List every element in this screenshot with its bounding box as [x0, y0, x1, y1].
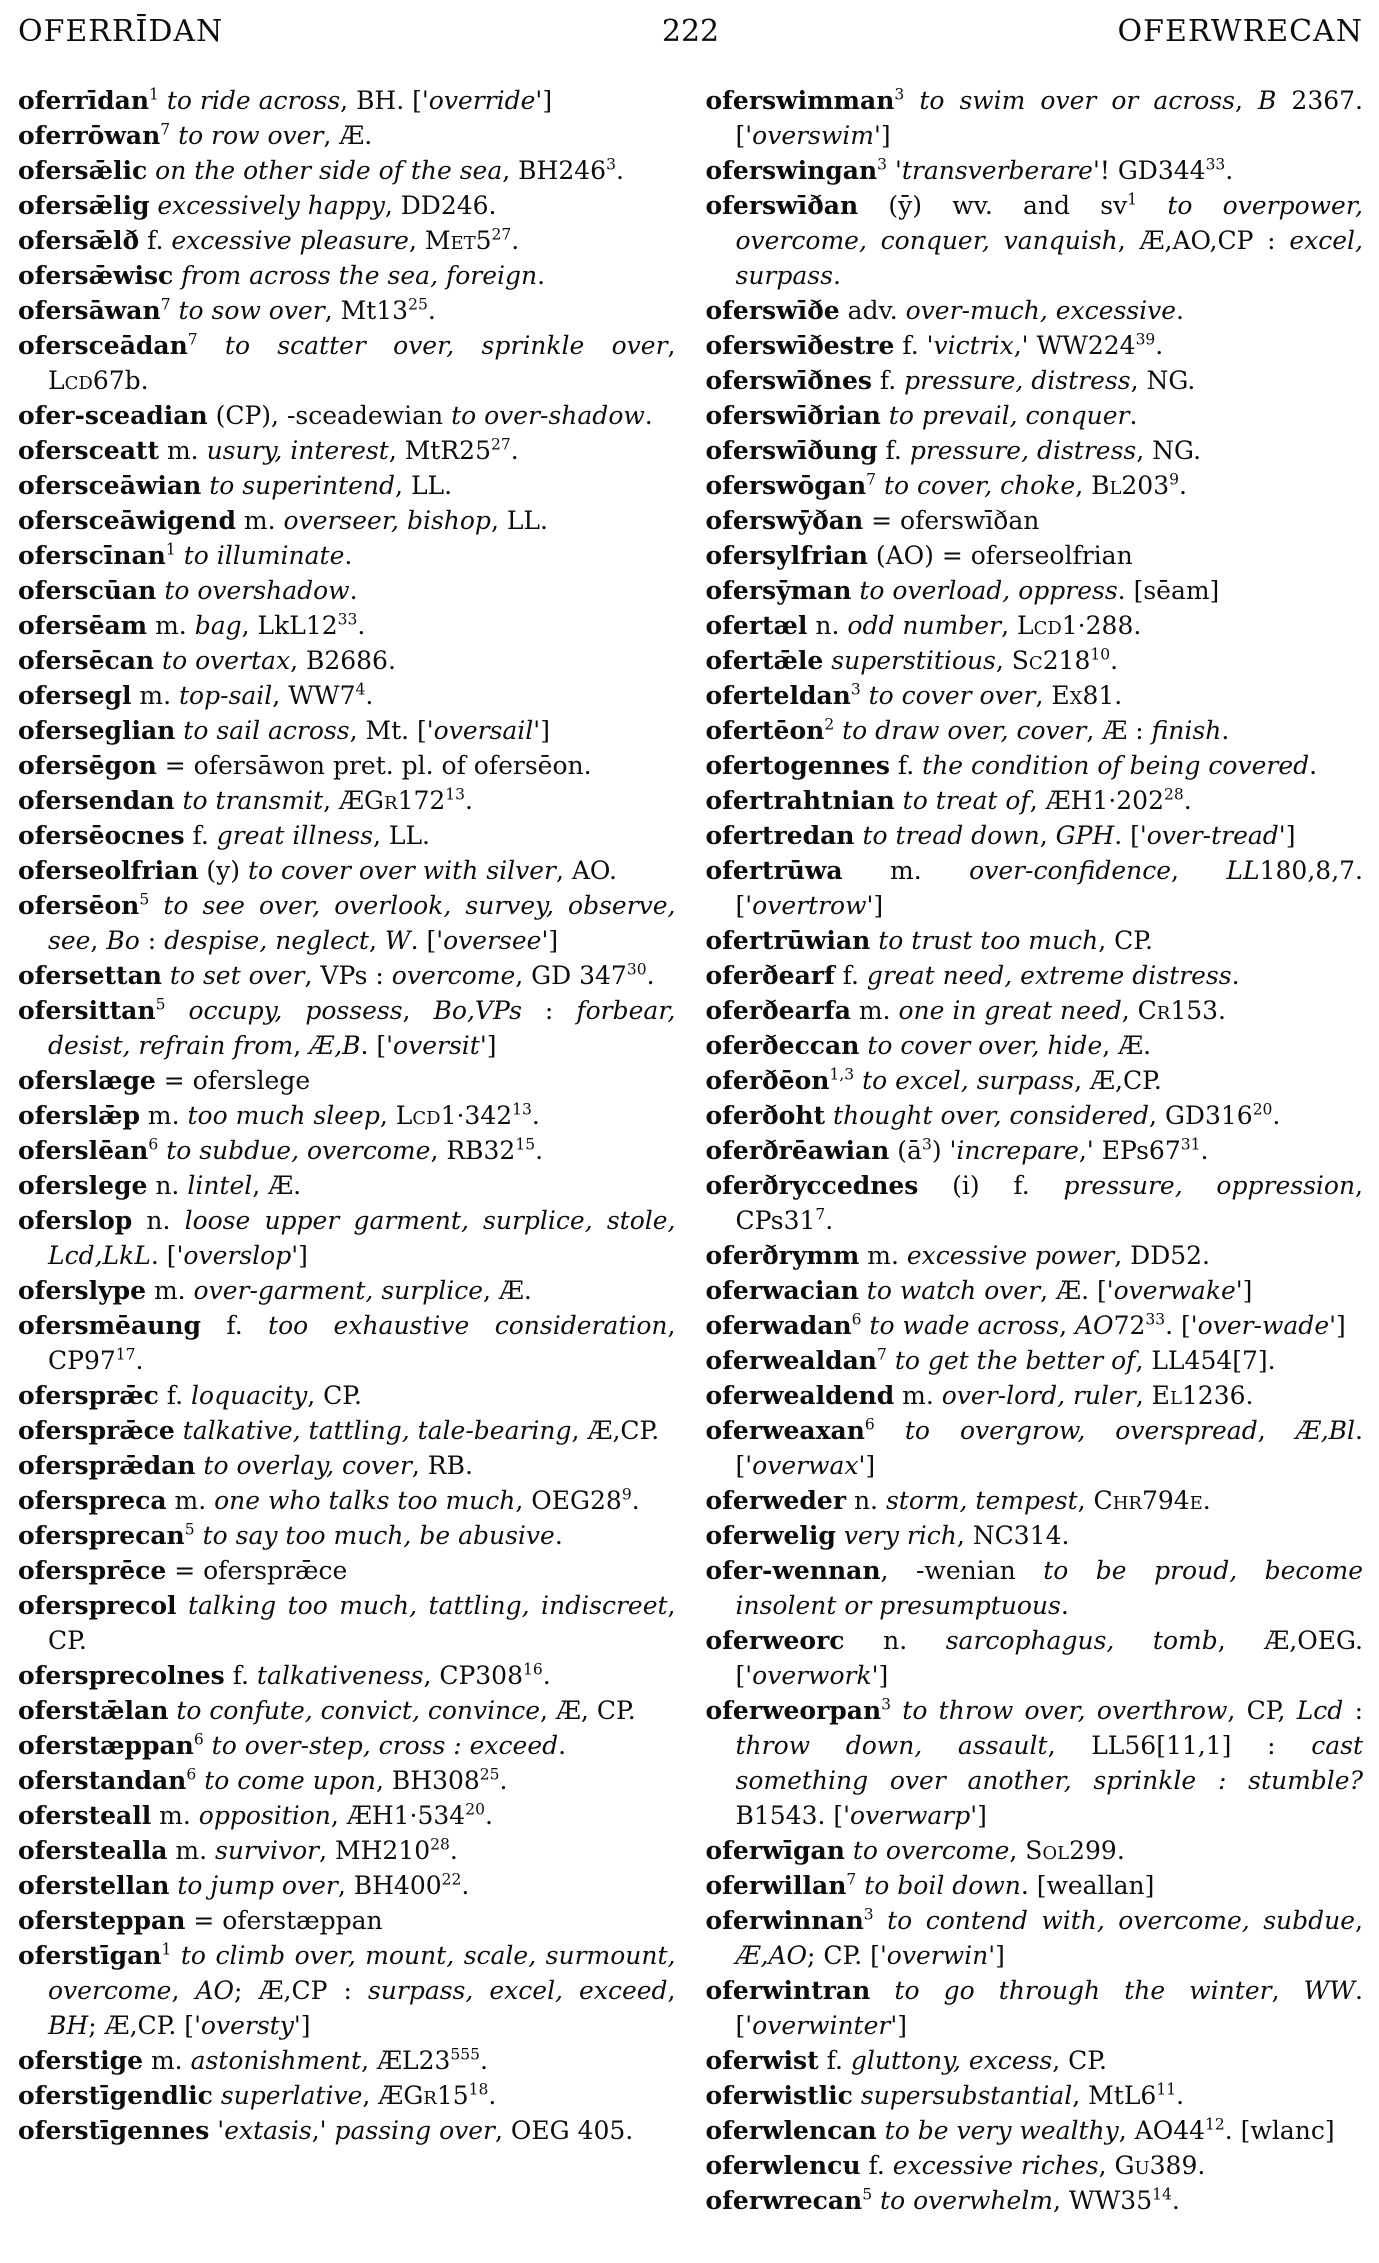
dictionary-entry: oferwlencan to be very wealthy, $AO44^{12}$. [wlanc]	[705, 2115, 1335, 2145]
dictionary-entry: oferwrecan$^5$ to overwhelm, $WW35^{14}$.	[705, 2185, 1180, 2215]
dictionary-entry: oferslege n. lintel, Æ.	[18, 1171, 302, 1200]
dictionary-entry: oferrōwan$^7$ to row over, Æ.	[18, 120, 373, 150]
dictionary-entry: ofersǣwisc from across the sea, foreign.	[18, 261, 546, 290]
dictionary-entry: oferwistlic supersubstantial, $MtL6^{11}$.	[705, 2080, 1185, 2110]
dictionary-entry: ofersēon$^5$ to see over, overlook, survey, observe, see, Bo : despise, neglect, W. ['oversee']	[18, 890, 676, 955]
dictionary-entry: ofersceāwian to superintend, LL.	[18, 471, 453, 500]
dictionary-entry: ofertæl n. odd number, Lcd1·288.	[705, 611, 1142, 640]
dictionary-entry: oferðrymm m. excessive power, DD52.	[705, 1241, 1211, 1270]
dictionary-entry: oferwlencu f. excessive riches, Gu389.	[705, 2151, 1206, 2180]
dictionary-entry: ofersceatt m. usury, interest, $MtR25^{27}$.	[18, 435, 519, 465]
dictionary-entry: oferwelig very rich, NC314.	[705, 1521, 1070, 1550]
dictionary-entry: oferstīgan$^1$ to climb over, mount, scale, surmount, overcome, AO; Æ,CP : surpass, excel, exceed, BH; Æ,CP. ['oversty']	[18, 1940, 676, 2040]
dictionary-entry: oferweder n. storm, tempest, Chr794e.	[705, 1486, 1211, 1515]
right-column	[706, 83, 1364, 2218]
dictionary-entry: oferwillan$^7$ to boil down. [weallan]	[705, 1870, 1155, 1900]
dictionary-entry: oferstǣlan to confute, convict, convince, Æ, CP.	[18, 1696, 636, 1725]
dictionary-entry: ofersǣlic on the other side of the sea, $BH246^3$.	[18, 155, 624, 185]
dictionary-entry: ofertrūwian to trust too much, CP.	[705, 926, 1153, 955]
dictionary-entry: ofersceādan$^7$ to scatter over, sprinkle over, Lcd67b.	[18, 330, 676, 395]
dictionary-entry: oferstīgennes 'extasis,' passing over, OEG 405.	[18, 2116, 634, 2145]
dictionary-entry: ofer-wennan, -wenian to be proud, become insolent or presumptuous.	[705, 1556, 1363, 1620]
dictionary-entry: ofersmēaung f. too exhaustive consideration, $CP97^{17}$.	[18, 1311, 676, 1375]
dictionary-entry: ofersēcan to overtax, B2686.	[18, 646, 396, 675]
dictionary-entry: oferwintran to go through the winter, WW. ['overwinter']	[705, 1976, 1363, 2040]
dictionary-entry: oferwist f. gluttony, excess, CP.	[705, 2046, 1107, 2075]
dictionary-entry: ofersylfrian (AO) = oferseolfrian	[705, 541, 1133, 570]
dictionary-entry: oferswimman$^3$ to swim over or across, B 2367. ['overswim']	[705, 85, 1363, 150]
dictionary-entry: oferswȳðan = oferswīðan	[705, 506, 1040, 535]
dictionary-entry: oferswīðe adv. over-much, excessive.	[705, 296, 1184, 325]
dictionary-entry: oferðryccednes (i) f. pressure, oppression, $CPs31^7$.	[705, 1171, 1363, 1235]
dictionary-entry: oferseolfrian (y) to cover over with silver, AO.	[18, 856, 617, 885]
dictionary-entry: oferstæppan$^6$ to over-step, cross : exceed.	[18, 1730, 567, 1760]
dictionary-entry: oferswīðrian to prevail, conquer.	[705, 401, 1138, 430]
dictionary-entry: oferwadan$^6$ to wade across, $AO72^{33}$. ['over-wade']	[705, 1310, 1346, 1340]
dictionary-entry: oferswīðan (ȳ) wv. and $sv^1$ to overpower, overcome, conquer, vanquish, Æ,AO,CP : excel, surpass.	[705, 190, 1363, 290]
dictionary-entry: oferslǣp m. too much sleep, $Lcd1\cdot 342^{13}$.	[18, 1100, 540, 1130]
dictionary-entry: oferweorc n. sarcophagus, tomb, Æ,OEG. ['overwork']	[705, 1626, 1363, 1690]
dictionary-entry: oferwealdan$^7$ to get the better of, LL454[7].	[705, 1345, 1276, 1375]
dictionary-entry: oferrīdan$^1$ to ride across, BH. ['override']	[18, 85, 553, 115]
dictionary-entry: oferstellan to jump over, $BH400^{22}$.	[18, 1870, 470, 1900]
dictionary-entry: ofertǣle superstitious, $Sc218^{10}$.	[705, 645, 1119, 675]
dictionary-entry: oferwealdend m. over-lord, ruler, El1236.	[705, 1381, 1254, 1410]
dictionary-entry: ofersendan to transmit, $ÆGr172^{13}$.	[18, 785, 473, 815]
dictionary-entry: oferweaxan$^6$ to overgrow, overspread, Æ,Bl. ['overwax']	[705, 1415, 1363, 1480]
dictionary-entry: oferswingan$^3$ 'transverberare'! $GD344^{33}$.	[705, 155, 1234, 185]
dictionary-entry: ofersceāwigend m. overseer, bishop, LL.	[18, 506, 548, 535]
dictionary-entry: oferstīgendlic superlative, $ÆGr15^{18}$.	[18, 2080, 497, 2110]
dictionary-entry: oferseglian to sail across, Mt. ['oversail']	[18, 716, 550, 745]
dictionary-entry: oferstige m. astonishment, $ÆL23^{555}$.	[18, 2045, 488, 2075]
dictionary-entry: oferwinnan$^3$ to contend with, overcome, subdue, Æ,AO; CP. ['overwin']	[705, 1905, 1363, 1970]
dictionary-entry: ofersprǣdan to overlay, cover, RB.	[18, 1451, 473, 1480]
dictionary-entry: ofersāwan$^7$ to sow over, $Mt13^{25}$.	[18, 295, 436, 325]
dictionary-entry: oferswīðung f. pressure, distress, NG.	[705, 436, 1202, 465]
dictionary-entry: oferwacian to watch over, Æ. ['overwake']	[705, 1276, 1253, 1305]
dictionary-entry: oferðoht thought over, considered, $GD316^{20}$.	[705, 1100, 1281, 1130]
dictionary-entry: oferslype m. over-garment, surplice, Æ.	[18, 1276, 532, 1305]
left-column	[18, 83, 676, 2218]
page-header	[18, 14, 1363, 49]
dictionary-entry: oferðēon$^{1,3}$ to excel, surpass, Æ,CP.	[705, 1065, 1162, 1095]
dictionary-entry: ofersēocnes f. great illness, LL.	[18, 821, 430, 850]
dictionary-entry: oferðearfa m. one in great need, Cr153.	[705, 996, 1227, 1025]
dictionary-entry: oferspreca m. one who talks too much, $OEG28^9$.	[18, 1485, 640, 1515]
dictionary-entry: oferscīnan$^1$ to illuminate.	[18, 540, 353, 570]
dictionary-entry: ofersteall m. opposition, $ÆH1\cdot 534^{20}$.	[18, 1800, 493, 1830]
dictionary-entry: ofersēam m. bag, $LkL12^{33}$.	[18, 610, 366, 640]
dictionary-entry: ofertrūwa m. over-confidence, LL180,8,7. ['overtrow']	[705, 856, 1363, 920]
dictionary-entry: oferðrēawian $(ā^3)$ 'increpare,' $EPs67^{31}$.	[705, 1135, 1209, 1165]
dictionary-entry: oferswīðestre f. 'victrix,' $WW224^{39}$.	[705, 330, 1164, 360]
dictionary-entry: oferweorpan$^3$ to throw over, overthrow, CP, Lcd : throw down, assault, LL56[11,1] : cast something over another, sprinkle : stumble? B1543. ['overwarp']	[705, 1695, 1363, 1830]
dictionary-entry: ofertredan to tread down, GPH. ['over-tread']	[705, 821, 1296, 850]
dictionary-entry: oferslæge = oferslege	[18, 1066, 311, 1095]
dictionary-entry: ofersȳman to overload, oppress. [sēam]	[705, 576, 1220, 605]
dictionary-entry: ofersprecolnes f. talkativeness, $CP308^{16}$.	[18, 1660, 551, 1690]
dictionary-entry: oferswōgan$^7$ to cover, choke, $Bl203^9$.	[705, 470, 1187, 500]
dictionary-entry: oferscūan to overshadow.	[18, 576, 358, 605]
dictionary-entry: oferwīgan to overcome, Sol299.	[705, 1836, 1125, 1865]
dictionary-entry: oferstealla m. survivor, $MH210^{28}$.	[18, 1835, 458, 1865]
dictionary-entry: oferstandan$^6$ to come upon, $BH308^{25}$.	[18, 1765, 508, 1795]
dictionary-entry: oferðearf f. great need, extreme distress.	[705, 961, 1240, 990]
dictionary-entry: ofersǣlig excessively happy, DD246.	[18, 191, 497, 220]
page-number: 222	[661, 14, 720, 49]
dictionary-entry: ofer-sceadian (CP), -sceadewian to over-shadow.	[18, 401, 653, 430]
dictionary-entry: ofersprecol talking too much, tattling, indiscreet, CP.	[18, 1591, 676, 1655]
dictionary-entry: ofersprǣce talkative, tattling, tale-bearing, Æ,CP.	[18, 1416, 660, 1445]
dictionary-entry: oferðeccan to cover over, hide, Æ.	[705, 1031, 1152, 1060]
dictionary-entry: ofersǣlð f. excessive pleasure, $Met5^{27}$.	[18, 225, 520, 255]
dictionary-entry: oferswīðnes f. pressure, distress, NG.	[705, 366, 1196, 395]
dictionary-entry: ofersteppan = oferstæppan	[18, 1906, 383, 1935]
dictionary-entry: ofersettan to set over, VPs : overcome, GD $347^{30}$.	[18, 960, 655, 990]
dictionary-entry: ofertogennes f. the condition of being covered.	[705, 751, 1318, 780]
dictionary-entry: ofersittan$^5$ occupy, possess, Bo,VPs : forbear, desist, refrain from, Æ,B. ['oversit']	[18, 995, 676, 1060]
two-column-body	[18, 83, 1363, 2218]
dictionary-entry: oferslēan$^6$ to subdue, overcome, $RB32^{15}$.	[18, 1135, 544, 1165]
dictionary-entry: ofertēon$^2$ to draw over, cover, Æ : finish.	[705, 715, 1230, 745]
header-guideword-left: OFERRĪDAN	[18, 14, 224, 49]
dictionary-entry: ofertrahtnian to treat of, $ÆH1\cdot 202^{28}$.	[705, 785, 1192, 815]
dictionary-entry: ofersprēce = ofersprǣce	[18, 1556, 348, 1585]
dictionary-entry: ofersegl m. top-sail, $WW7^4$.	[18, 680, 374, 710]
header-guideword-right: OFERWRECAN	[1117, 14, 1363, 49]
dictionary-entry: ofersprǣc f. loquacity, CP.	[18, 1381, 363, 1410]
dictionary-entry: ofersēgon = ofersāwon pret. pl. of ofersēon.	[18, 751, 592, 780]
dictionary-entry: oferteldan$^3$ to cover over, Ex81.	[705, 680, 1123, 710]
dictionary-entry: ofersprecan$^5$ to say too much, be abusive.	[18, 1520, 563, 1550]
dictionary-entry: oferslop n. loose upper garment, surplice, stole, Lcd,LkL. ['overslop']	[18, 1206, 676, 1270]
